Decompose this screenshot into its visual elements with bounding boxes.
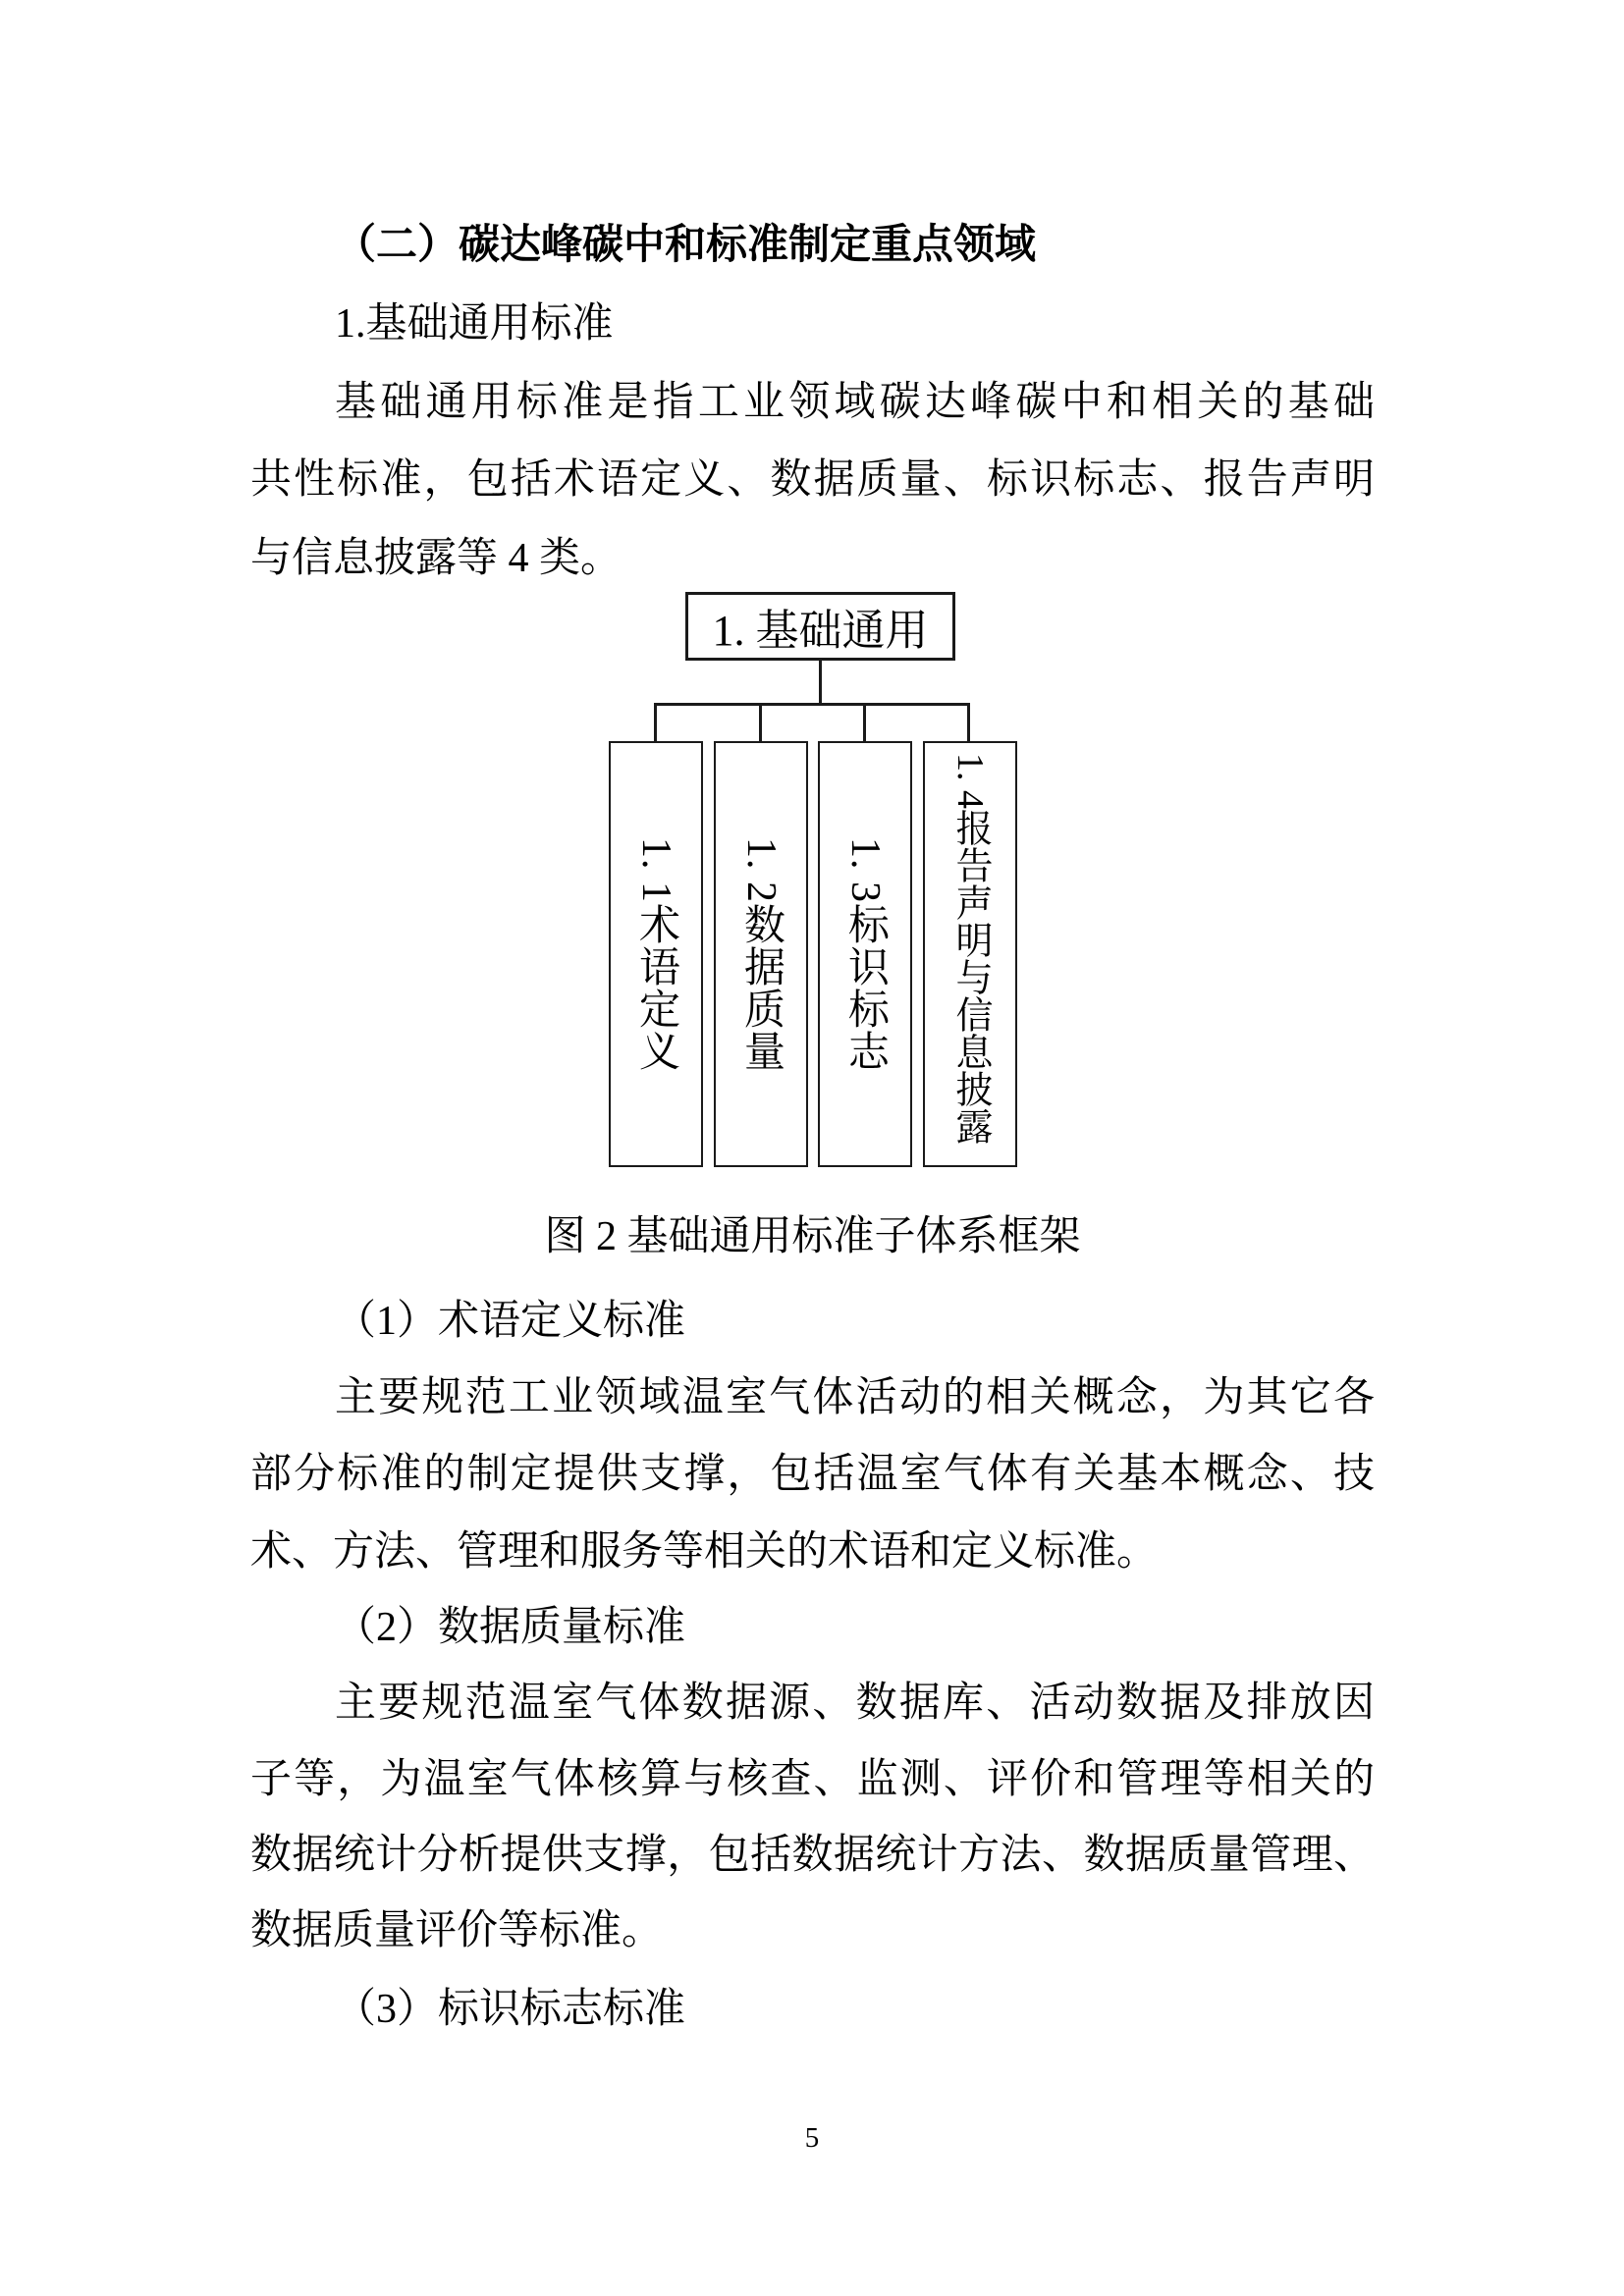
figure-root-label: 1. 基础通用 — [712, 607, 929, 655]
intro-line-2: 共性标准，包括术语定义、数据质量、标识标志、报告声明 — [250, 457, 1375, 503]
figure-leaf-box-labels — [818, 741, 912, 1167]
item2-line-4: 数据质量评价等标准。 — [250, 1908, 664, 1953]
figure-leaf-box-terms — [609, 741, 703, 1167]
figure-stub-line-4 — [967, 703, 970, 743]
figure-root-connector-line — [819, 660, 822, 705]
intro-line-3: 与信息披露等 4 类。 — [250, 536, 623, 581]
figure-leaf-box-reporting-disclosure — [923, 741, 1017, 1167]
item1-heading: （1）术语定义标准 — [335, 1299, 686, 1344]
figure-caption: 图 2 基础通用标准子体系框架 — [544, 1214, 1081, 1259]
section-heading: （二）碳达峰碳中和标准制定重点领域 — [335, 223, 1037, 268]
figure-leaf-label-labels: 1. 3标识标志 — [842, 836, 888, 1072]
figure-leaf-label-reporting-disclosure: 1. 4报告声明与信息披露 — [949, 753, 991, 1145]
item3-heading: （3）标识标志标准 — [335, 1987, 686, 2032]
item2-line-3: 数据统计分析提供支撑，包括数据统计方法、数据质量管理、 — [250, 1833, 1375, 1878]
item2-line-2: 子等，为温室气体核算与核查、监测、评价和管理等相关的 — [250, 1757, 1375, 1802]
item2-line-1: 主要规范温室气体数据源、数据库、活动数据及排放因 — [335, 1681, 1375, 1726]
figure-stub-line-3 — [863, 703, 866, 743]
figure-root-box — [685, 592, 955, 661]
figure-leaf-box-data-quality — [714, 741, 808, 1167]
item1-line-2: 部分标准的制定提供支撑，包括温室气体有关基本概念、技 — [250, 1452, 1375, 1497]
page-number: 5 — [804, 2122, 820, 2154]
item1-line-1: 主要规范工业领域温室气体活动的相关概念，为其它各 — [335, 1375, 1375, 1420]
figure-leaf-label-data-quality: 1. 2数据质量 — [738, 836, 784, 1072]
figure-leaf-label-terms: 1. 1术语定义 — [633, 836, 678, 1072]
figure-stub-line-2 — [759, 703, 762, 743]
intro-line-1: 基础通用标准是指工业领域碳达峰碳中和相关的基础 — [335, 380, 1375, 425]
figure-horizontal-connector-line — [654, 703, 970, 706]
sub-heading: 1.基础通用标准 — [335, 301, 614, 347]
figure-stub-line-1 — [654, 703, 657, 743]
item2-heading: （2）数据质量标准 — [335, 1605, 686, 1650]
item1-line-3: 术、方法、管理和服务等相关的术语和定义标准。 — [250, 1529, 1159, 1575]
